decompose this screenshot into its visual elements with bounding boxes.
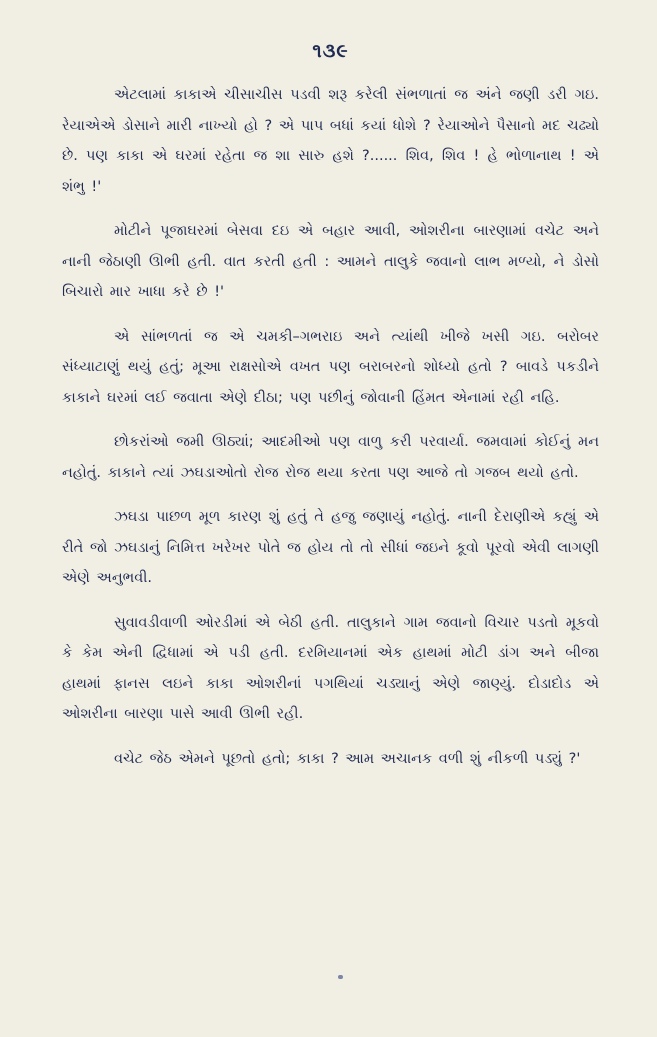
paragraph-4: છોકરાંઓ જમી ઊઠ્યાં; આદમીઓ પણ વાળુ કરી પરવાર્યા. જમવામાં કોઈનું મન નહોતું. કાકાને ત્યાં ઝઘડાઓતો રોજ રોજ થયા કરતા પણ આજે તો ગજબ થયો હતો. (62, 434, 599, 481)
page-number: ૧૩૯ (312, 40, 349, 62)
paragraph-1: એટલામાં કાકાએ ચીસાચીસ પડવી શરૂ કરેલી સંભળાતાં જ અંને જણી ડરી ગઇ. રેયાએએ ડોસાને મારી નાખ્યો હો ? એ પાપ બધાં કયાં ધોશે ? રેયાઓને પૈસાનો મદ ચઢ્યો છે. પણ કાકા એ ઘરમાં રહેતા જ શા સારુ હશે ?...... શિવ, શિવ ! હે ભોળાનાથ ! એ શંભુ !' (62, 87, 599, 195)
paragraph-5: ઝઘડા પાછળ મૂળ કારણ શું હતું તે હજુ જણાયું નહોતું. નાની દેરાણીએ કહ્યું એ રીતે જો ઝઘડાનું નિમિત્ત ખરેખર પોતે જ હોય તો તો સીધાં જઇને કૂવો પૂરવો એવી લાગણી એણે અનુભવી. (62, 509, 599, 586)
paragraph-2: મોટીને પૂજાઘરમાં બેસવા દઇ એ બહાર આવી, ઓશરીના બારણામાં વચેટ અને નાની જેઠાણી ઊભી હતી. વાત કરતી હતી : આમને તાલુકે જવાનો લાભ મળ્યો, ને ડોસો બિચારો માર ખાધા કરે છે !' (62, 223, 599, 300)
paragraph-6: સુવાવડીવાળી ઓરડીમાં એ બેઠી હતી. તાલુકાને ગામ જવાનો વિચાર પડતો મૂકવો કે કેમ એની દ્વિધામાં એ પડી હતી. દરમિયાનમાં એક હાથમાં મોટી ડાંગ અને બીજા હાથમાં ફાનસ લઇને કાકા ઓશરીનાં પગથિયાં ચડ્યાનું એણે જાણ્યું. દોડાદોડ એ ઓશરીના બારણા પાસે આવી ઊભી રહી. (62, 614, 599, 722)
paragraph-3: એ સાંભળતાં જ એ ચમકી–ગભરાઇ અને ત્યાંથી ખીજે ખસી ગઇ. બરોબર સંધ્યાટાણું થયું હતું; મૂઆ રાક્ષસોએ વખત પણ બરાબરનો શોધ્યો હતો ? બાવડે પકડીને કાકાને ઘરમાં લઈ જવાતા એણે દીઠા; પણ પછીનું જોવાની હિંમત એનામાં રહી નહિ. (62, 328, 599, 406)
ink-dot-decoration (338, 975, 343, 979)
paragraph-7: વચેટ જેઠ એમને પૂછતો હતો; કાકા ? આમ અચાનક વળી શું નીકળી પડ્યું ?' (114, 750, 581, 767)
